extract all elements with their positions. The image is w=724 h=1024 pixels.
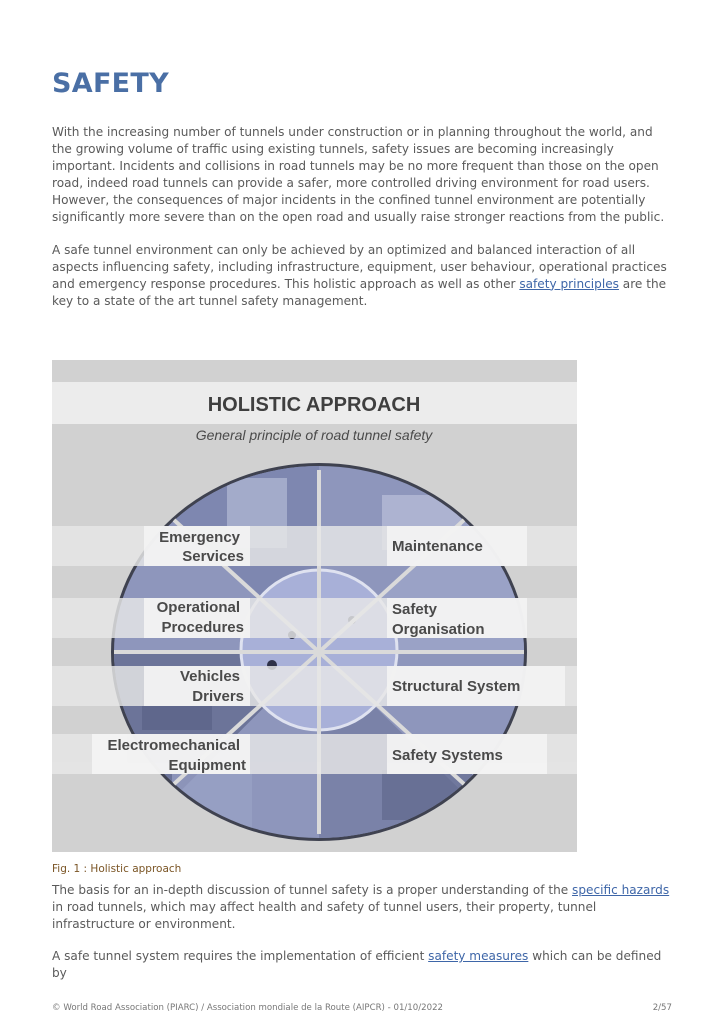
safety-measures-link[interactable]: safety measures <box>428 949 529 963</box>
paragraph-text: in road tunnels, which may affect health and safety of tunnel users, their property, tunnel infrastructure or environment. <box>52 899 597 931</box>
paragraph-text: The basis for an in-depth discussion of tunnel safety is a proper understanding of the <box>52 883 573 897</box>
paragraph-text: which can be defined by <box>52 949 662 980</box>
figure-caption: Fig. 1 : Holistic approach <box>52 863 182 875</box>
label-safety-systems: Safety Systems <box>392 747 503 764</box>
label-structural-system: Structural System <box>392 678 521 695</box>
diagram-subtitle: General principle of road tunnel safety <box>195 427 433 443</box>
holistic-approach-diagram <box>52 360 577 852</box>
label-maintenance: Maintenance <box>392 538 483 555</box>
label-emergency-services-2: Services <box>182 548 244 565</box>
paragraph-text: are the key to a state of the art tunnel safety management. <box>52 276 667 308</box>
hazards-paragraph <box>52 882 676 933</box>
page-number: 2/57 <box>652 1003 672 1013</box>
footer-copyright: © World Road Association (PIARC) / Association mondiale de la Route (AIPCR) - 01/10/2022 <box>52 1003 444 1013</box>
label-operational-procedures-2: Procedures <box>161 619 244 636</box>
page-title: SAFETY <box>52 68 169 99</box>
label-operational-procedures-1: Operational <box>156 599 240 616</box>
safety-principles-link[interactable]: safety principles <box>519 276 619 291</box>
label-emergency-services-1: Emergency <box>159 529 240 546</box>
paragraph-text: A safe tunnel environment can only be achieved by an optimized and balanced interaction of all aspects influencing safety, including infrastructure, equipment, user behaviour, operational practices and emergency response procedures. This holistic approach as well as other <box>52 243 667 291</box>
label-vehicles-drivers-1: Vehicles <box>179 668 240 685</box>
label-electromechanical-equipment-2: Equipment <box>168 757 246 774</box>
holistic-paragraph <box>52 242 676 310</box>
label-safety-organisation-2: Organisation <box>392 621 485 638</box>
diagram-title: HOLISTIC APPROACH <box>207 394 421 416</box>
specific-hazards-link[interactable]: specific hazards <box>572 883 670 897</box>
label-safety-organisation-1: Safety <box>392 601 438 618</box>
intro-paragraph: With the increasing number of tunnels under construction or in planning throughout the world, and the growing volume of traffic using existing tunnels, safety issues are becoming increasingly important. Incidents and collisions in road tunnels may be no more frequent than those on the open road, indeed road tunnels can provide a safer, more controlled driving environment for road users. However, the consequences of major incidents in the confined tunnel environment are potentially significantly more severe than on the open road and usually raise stronger reactions from the public. <box>52 125 665 224</box>
label-electromechanical-equipment-1: Electromechanical <box>107 737 240 754</box>
measures-paragraph <box>52 948 676 982</box>
label-vehicles-drivers-2: Drivers <box>192 688 244 705</box>
paragraph-text: A safe tunnel system requires the implementation of efficient <box>52 949 429 963</box>
holistic-approach-figure <box>52 360 577 852</box>
